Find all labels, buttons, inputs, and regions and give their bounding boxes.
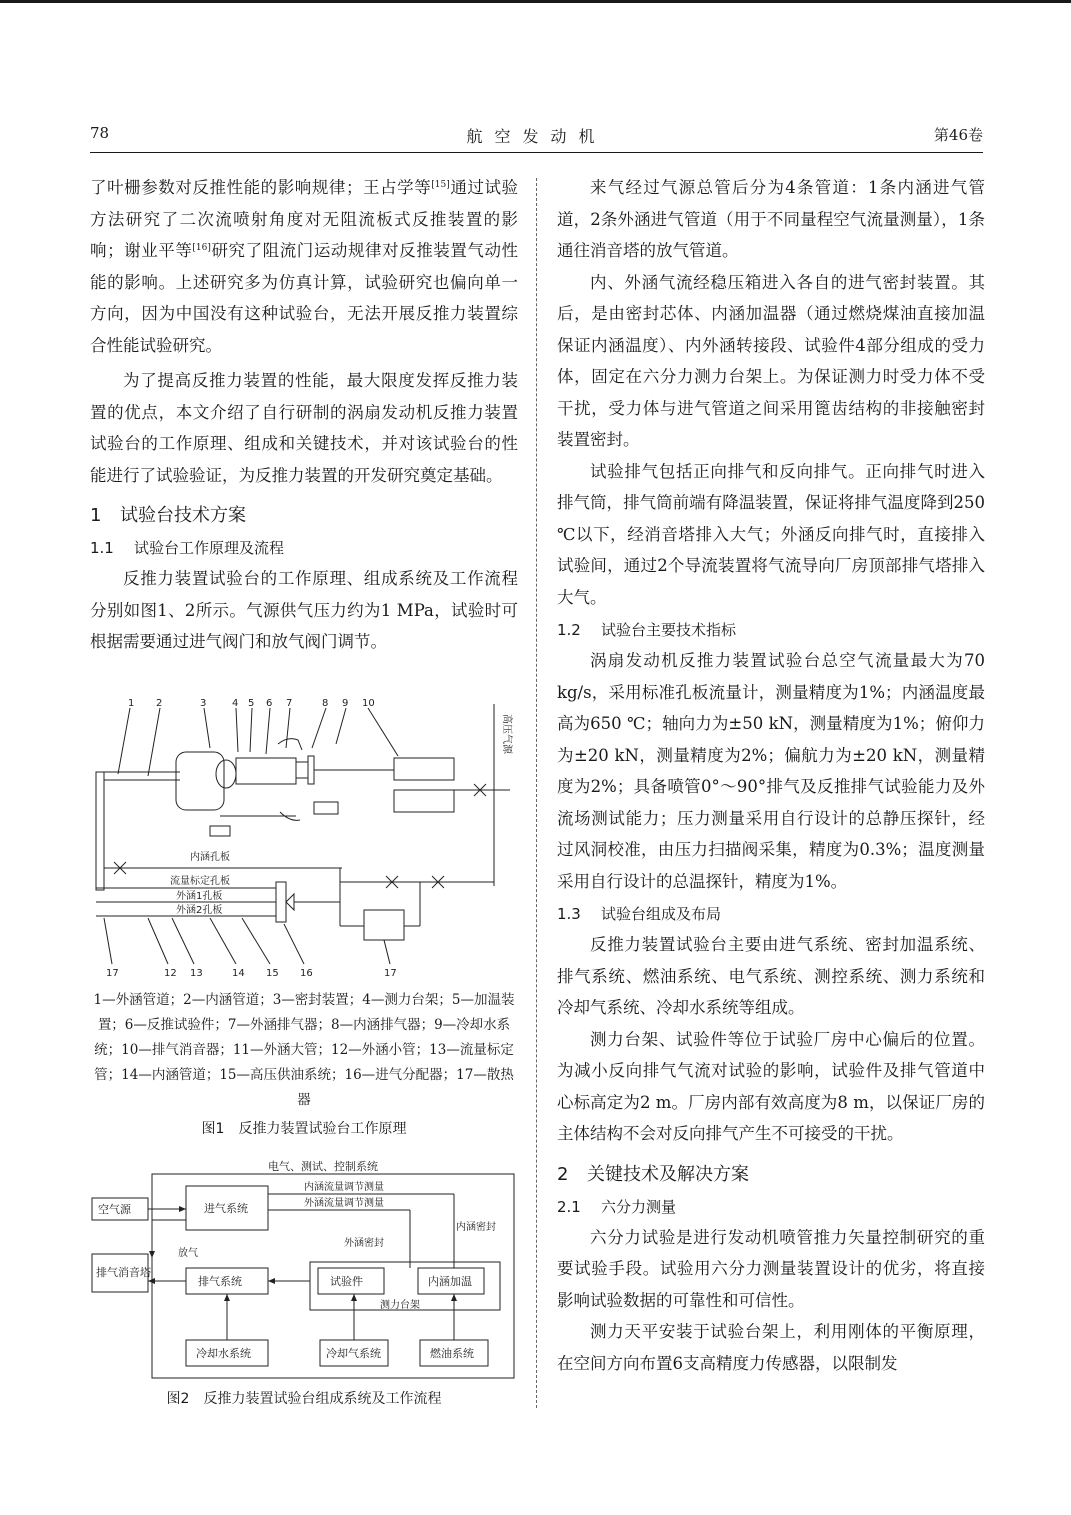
column-divider [536,178,537,1408]
callout-label: 16 [300,968,313,978]
section-title: 试验台工作原理及流程 [134,539,285,557]
calib-orifice-label: 流量标定孔板 [170,876,230,887]
callout-label: 13 [190,968,203,978]
paragraph-2: 为了提高反推力装置的性能，最大限度发挥反推力装置的优点，本文介绍了自行研制的涡扇发动机反推力装置试验台的工作原理、组成和关键技术，并对该试验台的性能进行了试验验证，为反推力装置的开发研究奠定基础。 [90,371,518,485]
vent-label: 放气 [178,1248,198,1259]
figure-1-schematic [90,696,518,978]
section-title: 试验台主要技术指标 [601,621,737,639]
paragraph-3: 反推力装置试验台的工作原理、组成系统及工作流程分别如图1、2所示。气源供气压力约为1 MPa，试验时可根据需要通过进气阀门和放气阀门调节。 [90,569,518,651]
volume-label: 第46卷 [933,126,983,144]
exhaust-system-box: 排气系统 [198,1275,242,1288]
paragraph-r1: 来气经过气源总管后分为4条管道：1条内涵进气管道，2条外涵进气管道（用于不同量程空气流量测量），1条通往消音塔的放气管道。 [557,178,985,260]
callout-label: 12 [164,968,177,978]
header-rule [90,152,983,153]
section-title: 试验台组成及布局 [601,905,722,923]
citation-ref: [16] [192,243,211,253]
air-source-label: 高压气源 [501,714,512,754]
section-heading-2 [557,1160,985,1186]
cooling-air-box: 冷却气系统 [326,1347,381,1360]
inner-heater-box: 内涵加温 [428,1275,472,1288]
paragraph-r8: 测力天平安装于试验台架上，利用刚体的平衡原理，在空间方向布置6支高精度力传感器，以限制发 [557,1322,985,1373]
air-source-box: 空气源 [98,1203,131,1216]
section-number: 1 [90,505,102,526]
section-number: 2 [557,1163,569,1185]
paragraph-r2: 内、外涵气流经稳压箱进入各自的进气密封装置。其后，是由密封芯体、内涵加温器（通过燃烧煤油直接加温保证内涵温度）、内外涵转接段、试验件4部分组成的受力体，固定在六分力测力台架上。为保证测力时受力体不受干扰，受力体与进气管道之间采用篦齿结构的非接触密封装置密封。 [557,272,985,449]
section-heading-1 [90,501,518,527]
paragraph-r3: 试验排气包括正向排气和反向排气。正向排气时进入排气筒，排气筒前端有降温装置，保证将排气温度降到250 ℃以下，经消音塔排入大气；外涵反向排气时，直接排入试验间，通过2个导流装置将气流导向厂房顶部排气塔排入大气。 [557,461,985,607]
callout-label: 9 [342,698,349,709]
test-piece-box: 试验件 [330,1275,363,1288]
inner-flow-label: 内涵流量调节测量 [304,1182,384,1193]
inner-seal-label: 内涵密封 [456,1222,496,1233]
callout-label: 17 [384,968,397,978]
paragraph-r5: 反推力装置试验台主要由进气系统、密封加温系统、排气系统、燃油系统、电气系统、测控系统、测力系统和冷却气系统、冷却水系统等组成。 [557,935,985,1017]
callout-label: 1 [128,698,135,709]
section-heading-1-2 [557,615,985,645]
callout-label: 8 [322,698,329,709]
section-number: 2.1 [557,1197,581,1216]
callout-label: 6 [266,698,273,709]
inner-orifice-label: 内涵孔板 [190,852,230,863]
callout-label: 3 [200,698,207,709]
paragraph-1 [90,172,518,361]
text-run: 研究了阻流门运动规律对反推装置气动性能的影响。上述研究多为仿真计算，试验研究也偏向单一方向，因为中国没有这种试验台，无法开展反推力装置综合性能试验研究。 [90,241,519,355]
thrust-stand-label: 测力台架 [380,1300,420,1311]
cooling-water-box: 冷却水系统 [196,1347,251,1360]
journal-title: 航空发动机 [466,127,607,146]
outer1-orifice-label: 外涵1孔板 [176,891,223,902]
exhaust-muffler-box: 排气消音塔 [96,1266,151,1279]
page-number: 78 [90,124,110,142]
text-run: 通过试验方法研究了二次流喷射角度对无阻流板式反推装置的影响；谢业平等 [90,178,519,260]
top-border [0,0,1071,3]
callout-label: 7 [286,698,293,709]
outer-seal-label: 外涵密封 [344,1238,384,1249]
intake-system-box: 进气系统 [204,1202,248,1215]
paragraph-r4: 涡扇发动机反推力装置试验台总空气流量最大为70 kg/s，采用标准孔板流量计，测量精度为1%；内涵温度最高为650 ℃；轴向力为±50 kN，测量精度为1%；俯仰力为±20 kN，测量精度为2%；偏航力为±20 kN，测量精度为2%；具备喷管0°～90°排气及反推排气试验能力及外流场测试能力；压力测量采用自行设计的总静压探针，经过风洞校准，由压力扫描阀采集，精度为0.3%；温度测量采用自行设计的总温探针，精度为1%。 [557,651,985,891]
right-column [557,172,985,1379]
frame-title: 电气、测试、控制系统 [268,1160,378,1173]
section-number: 1.2 [557,621,581,639]
paragraph-r6: 测力台架、试验件等位于试验厂房中心偏后的位置。为减小反向排气气流对试验的影响，试验件及排气管道中心标高定为2 m。厂房内部有效高度为8 m，以保证厂房的主体结构不会对反向排气产生不可接受的干扰。 [557,1029,985,1143]
paragraph-r7: 六分力试验是进行发动机喷管推力矢量控制研究的重要试验手段。试验用六分力测量装置设计的优劣，将直接影响试验数据的可靠性和可信性。 [557,1227,985,1310]
figure-1-legend: 1—外涵管道；2—内涵管道；3—密封装置；4—测力台架；5—加温装置；6—反推试验件；7—外涵排气器；8—内涵排气器；9—冷却水系统；10—排气消音器；11—外涵大管；12—外涵小管；13—流量标定管；14—内涵管道；15—高压供油系统；16—进气分配器；17—散热器 [93,992,515,1108]
section-title: 六分力测量 [601,1197,677,1216]
figure-2-flow-diagram [90,1158,518,1380]
figure-2-caption: 图2 反推力装置试验台组成系统及工作流程 [166,1391,442,1407]
section-number: 1.3 [557,905,581,923]
callout-label: 5 [248,698,255,709]
outer2-orifice-label: 外涵2孔板 [176,905,223,916]
section-heading-2-1 [557,1192,985,1222]
outer-flow-label: 外涵流量调节测量 [304,1198,384,1209]
section-heading-1-1 [90,533,518,563]
callout-label: 17 [106,968,119,978]
callout-label: 10 [362,698,375,709]
callout-label: 2 [156,698,163,709]
section-title: 试验台技术方案 [120,505,246,526]
section-number: 1.1 [90,539,114,557]
fuel-system-box: 燃油系统 [430,1347,474,1360]
left-column [90,172,518,658]
running-header [90,124,983,148]
citation-ref: [15] [431,180,450,190]
callout-label: 14 [232,968,245,978]
text-run: 了叶栅参数对反推性能的影响规律；王占学等 [90,178,432,197]
figure-1-caption: 图1 反推力装置试验台工作原理 [201,1121,407,1137]
callout-label: 4 [232,698,239,709]
section-title: 关键技术及解决方案 [587,1163,749,1185]
callout-label: 15 [266,968,279,978]
section-heading-1-3 [557,899,985,929]
